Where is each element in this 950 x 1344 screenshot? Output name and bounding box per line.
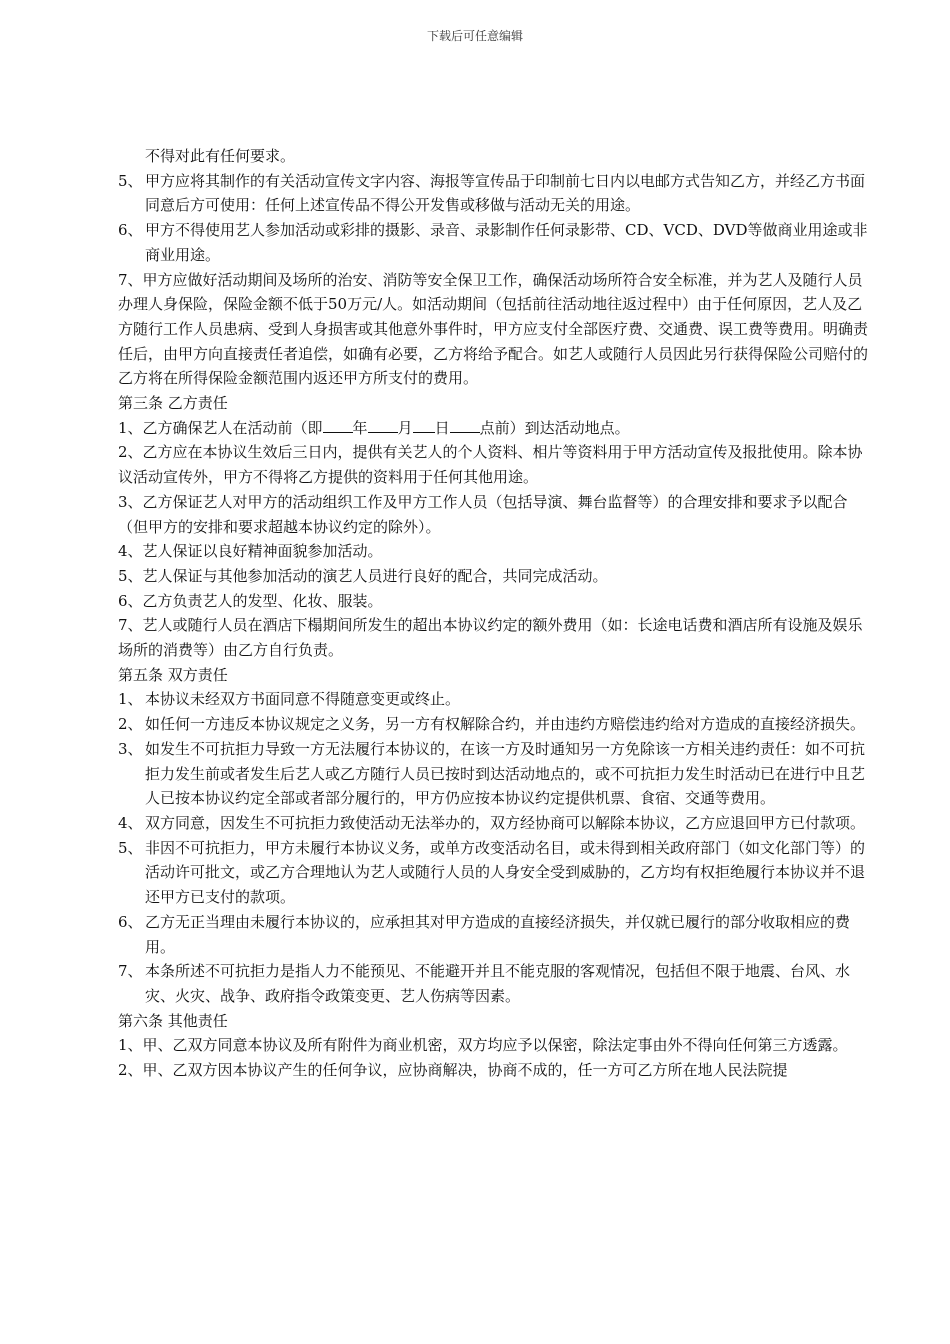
item-text: 非因不可抗拒力，甲方未履行本协议义务，或单方改变活动名目，或未得到相关政府部门（如文化部门等）的活动许可批文，或乙方合理地认为艺人或随行人员的人身安全受到威胁的，乙方均有权拒绝履行本协议并不退还甲方已支付的款项。	[145, 838, 866, 907]
item-text: 双方同意，因发生不可抗拒力致使活动无法举办的，双方经协商可以解除本协议，乙方应退回甲方已付款项。	[145, 813, 866, 832]
article-3-item-3: 3、乙方保证艺人对甲方的活动组织工作及甲方工作人员（包括导演、舞台监督等）的合理安排和要求予以配合（但甲方的安排和要求超越本协议约定的除外）。	[118, 492, 848, 536]
party-a-clause-7: 7、甲方应做好活动期间及场所的治安、消防等安全保卫工作，确保活动场所符合安全标准，并为艺人及随行人员办理人身保险，保险金额不低于50万元/人。如活动期间（包括前往活动地往返过程中）由于任何原因，艺人及乙方随行工作人员患病、受到人身损害或其他意外事件时，甲方应支付全部医疗费、交通费、误工费等费用。明确责任后，由甲方向直接责任者追偿，如确有必要，乙方将给予配合。如艺人或随行人员因此另行获得保险公司赔付的乙方将在所得保险金额范围内返还甲方所支付的费用。	[118, 270, 869, 388]
article-5-item	[118, 836, 870, 910]
article-5-item	[118, 959, 870, 1008]
article-3-item-2: 2、乙方应在本协议生效后三日内，提供有关艺人的个人资料、相片等资料用于甲方活动宣传及报批使用。除本协议活动宣传外，甲方不得将乙方提供的资料用于任何其他用途。	[118, 443, 863, 487]
item-text: 如发生不可抗拒力导致一方无法履行本协议的，在该一方及时通知另一方免除该一方相关违约责任：如不可抗拒力发生前或者发生后艺人或乙方随行人员已按时到达活动地点的，或不可抗拒力发生时活动已在进行中且艺人已按本协议约定全部或者部分履行的，甲方仍应按本协议约定提供机票、食宿、交通等费用。	[145, 739, 866, 808]
article-5-item	[118, 737, 870, 811]
article-5-item	[118, 687, 870, 712]
clause-text: 甲方不得使用艺人参加活动或彩排的摄影、录音、录影制作任何录影带、CD、VCD、DVD等做商业用途或非商业用途。	[145, 221, 868, 264]
article-5-item	[118, 910, 870, 959]
article-6-title: 第六条 其他责任	[118, 1011, 228, 1030]
item-number: 1、	[118, 690, 143, 709]
item-number: 6、	[118, 912, 143, 931]
article-6-item-1: 1、甲、乙双方同意本协议及所有附件为商业机密，双方均应予以保密，除法定事由外不得向任何第三方透露。	[118, 1036, 848, 1055]
clause-continuation: 不得对此有任何要求。	[145, 147, 296, 165]
article-3-item-1: 1、乙方确保艺人在活动前（即 年 月 日 点前）到达活动地点。	[118, 418, 630, 437]
item-number: 7、	[118, 962, 143, 981]
article-6-item-2: 2、甲、乙双方因本协议产生的任何争议，应协商解决，协商不成的，任一方可乙方所在地人民法院提	[118, 1061, 788, 1080]
item-number: 2、	[118, 715, 143, 734]
article-3-item-5: 5、艺人保证与其他参加活动的演艺人员进行良好的配合，共同完成活动。	[118, 566, 608, 585]
item-text: 本条所述不可抗拒力是指人力不能预见、不能避开并且不能克服的客观情况，包括但不限于地震、台风、水灾、火灾、战争、政府指令政策变更、艺人伤病等因素。	[145, 962, 851, 1005]
article-3-item-4: 4、艺人保证以良好精神面貌参加活动。	[118, 542, 383, 561]
article-5-title: 第五条 双方责任	[118, 665, 228, 684]
item-text: 乙方无正当理由未履行本协议的，应承担其对甲方造成的直接经济损失，并仅就已履行的部分收取相应的费用。	[145, 912, 851, 956]
article-5-item	[118, 712, 870, 737]
party-a-clause-5	[118, 169, 870, 218]
party-a-clause-6	[118, 218, 870, 267]
item-number: 5、	[118, 838, 143, 857]
item-number: 4、	[118, 813, 143, 832]
item-text: 如任何一方违反本协议规定之义务，另一方有权解除合约，并由违约方赔偿违约给对方造成的直接经济损失。	[145, 715, 866, 734]
item-text: 本协议未经双方书面同意不得随意变更或终止。	[145, 690, 461, 709]
clause-text: 甲方应将其制作的有关活动宣传文字内容、海报等宣传品于印制前七日内以电邮方式告知乙方，并经乙方书面同意后方可使用：任何上述宣传品不得公开发售或移做与活动无关的用途。	[145, 171, 866, 215]
article-5-item	[118, 811, 870, 836]
clause-number: 5、	[118, 171, 143, 190]
article-3-item-7: 7、艺人或随行人员在酒店下榻期间所发生的超出本协议约定的额外费用（如：长途电话费和酒店所有设施及娱乐场所的消费等）由乙方自行负责。	[118, 616, 863, 660]
clause-number: 6、	[118, 221, 143, 240]
item-number: 3、	[118, 739, 143, 758]
contract-body	[118, 144, 870, 1083]
page-header: 下载后可任意编辑	[426, 29, 523, 43]
article-3-item-6: 6、乙方负责艺人的发型、化妆、服装。	[118, 591, 383, 610]
article-3-title: 第三条 乙方责任	[118, 394, 228, 413]
